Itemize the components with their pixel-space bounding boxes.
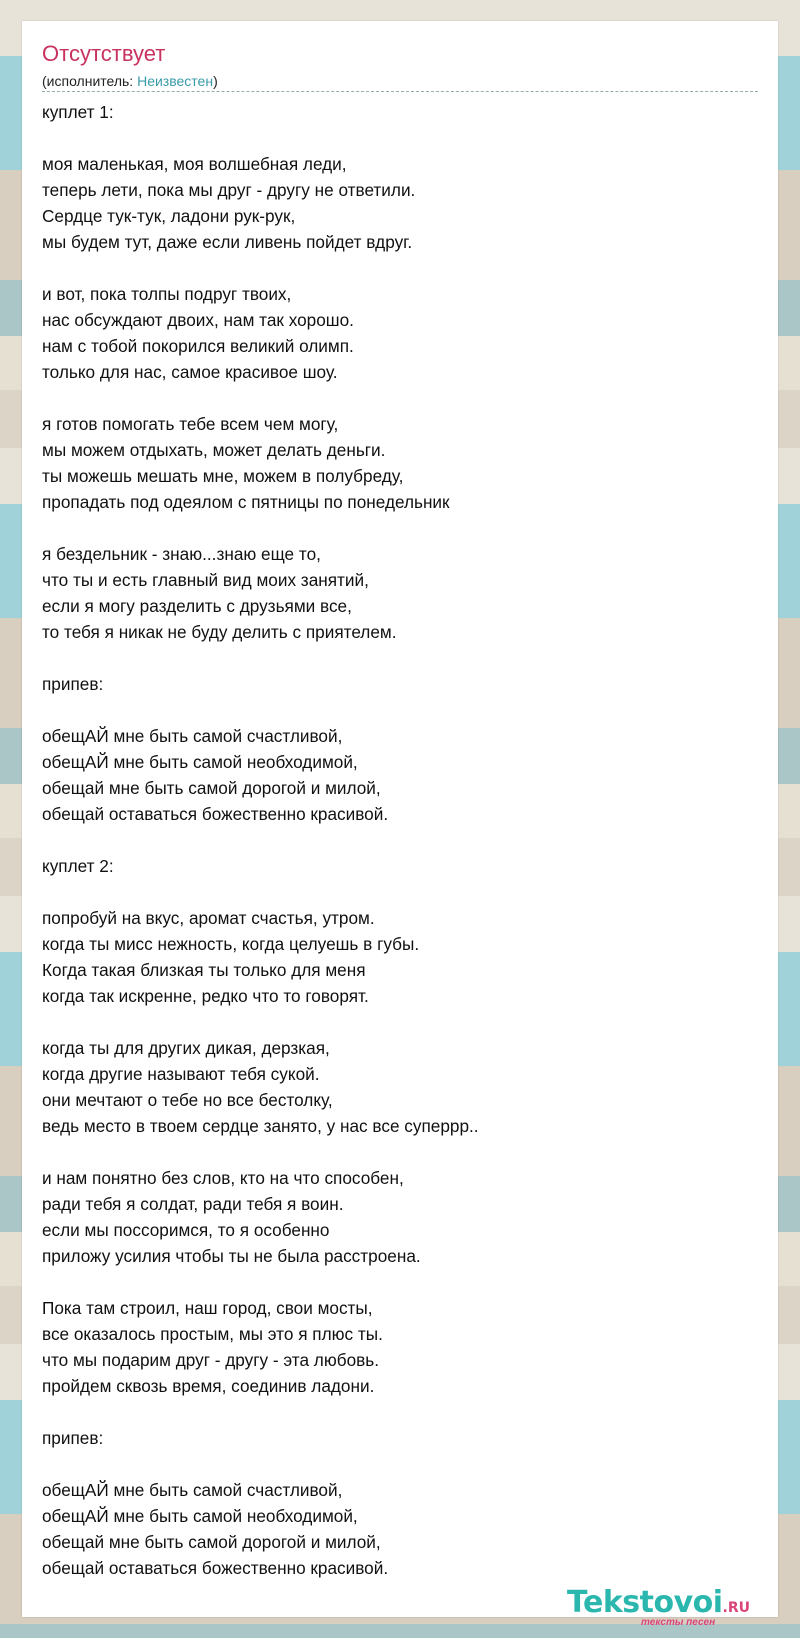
lyric-line — [42, 1451, 758, 1477]
dashed-divider — [42, 91, 758, 92]
lyric-line: и вот, пока толпы подруг твоих, — [42, 284, 292, 304]
lyric-line: когда другие называют тебя сукой. — [42, 1064, 320, 1084]
lyric-line: что мы подарим друг - другу - эта любовь. — [42, 1350, 379, 1370]
lyric-line: куплет 2: — [42, 856, 114, 876]
lyric-line — [42, 1009, 758, 1035]
lyric-line: припев: — [42, 674, 104, 694]
lyric-line — [42, 125, 758, 151]
lyric-line: Когда такая близкая ты только для меня — [42, 960, 366, 980]
lyric-line: пропадать под одеялом с пятницы по понедельник — [42, 492, 450, 512]
lyric-line: обещай мне быть самой дорогой и милой, — [42, 1532, 381, 1552]
lyric-line: только для нас, самое красивое шоу. — [42, 362, 338, 382]
lyric-line: когда так искренне, редко что то говорят. — [42, 986, 369, 1006]
lyrics-card — [22, 21, 778, 1628]
logo-tagline: тексты песен — [641, 1617, 716, 1628]
artist-prefix: (исполнитель: — [42, 73, 138, 89]
lyric-line: Пока там строил, наш город, свои мосты, — [42, 1298, 373, 1318]
lyric-line: и нам понятно без слов, кто на что способен, — [42, 1168, 404, 1188]
lyric-line: ты можешь мешать мне, можем в полубреду, — [42, 466, 404, 486]
lyric-line: моя маленькая, моя волшебная леди, — [42, 154, 347, 174]
lyric-line: обещай оставаться божественно красивой. — [42, 1558, 389, 1578]
lyric-line: мы будем тут, даже если ливень пойдет вдруг. — [42, 232, 413, 252]
song-title: Отсутствует — [42, 41, 166, 66]
lyric-line: я готов помогать тебе всем чем могу, — [42, 414, 339, 434]
lyric-line — [42, 385, 758, 411]
lyric-line — [42, 1399, 758, 1425]
lyric-line — [42, 879, 758, 905]
lyric-line: обещАЙ мне быть самой необходимой, — [42, 752, 358, 772]
lyric-line: все оказалось простым, мы это я плюс ты. — [42, 1324, 383, 1344]
lyric-line — [42, 827, 758, 853]
lyric-line: попробуй на вкус, аромат счастья, утром. — [42, 908, 375, 928]
lyric-line: обещай оставаться божественно красивой. — [42, 804, 389, 824]
lyrics-text — [42, 99, 758, 1581]
lyric-line — [42, 1269, 758, 1295]
lyric-line: то тебя я никак не буду делить с приятелем. — [42, 622, 397, 642]
lyric-line: ради тебя я солдат, ради тебя я воин. — [42, 1194, 344, 1214]
lyric-line — [42, 697, 758, 723]
site-logo[interactable] — [567, 1585, 767, 1636]
lyric-line: я бездельник - знаю...знаю еще то, — [42, 544, 321, 564]
lyric-line: если мы поссоримся, то я особенно — [42, 1220, 330, 1240]
lyric-line — [42, 515, 758, 541]
lyric-line: когда ты мисс нежность, когда целуешь в губы. — [42, 934, 420, 954]
lyric-line: они мечтают о тебе но все бестолку, — [42, 1090, 333, 1110]
lyric-line: приложу усилия чтобы ты не была расстроена. — [42, 1246, 421, 1266]
lyric-line: ведь место в твоем сердце занято, у нас все суперрр.. — [42, 1116, 479, 1136]
lyric-line: припев: — [42, 1428, 104, 1448]
lyric-line: обещай мне быть самой дорогой и милой, — [42, 778, 381, 798]
logo-name: Tekstovoi — [567, 1585, 723, 1620]
lyric-line: обещАЙ мне быть самой счастливой, — [42, 726, 343, 746]
logo-wordmark — [567, 1585, 751, 1620]
lyric-line: если я могу разделить с друзьями все, — [42, 596, 352, 616]
logo-tld: .RU — [722, 1600, 751, 1616]
artist-line — [42, 73, 218, 90]
lyric-line: Сердце тук-тук, ладони рук-рук, — [42, 206, 296, 226]
lyric-line: обещАЙ мне быть самой необходимой, — [42, 1506, 358, 1526]
lyric-line: нас обсуждают двоих, нам так хорошо. — [42, 310, 354, 330]
lyric-line: куплет 1: — [42, 102, 114, 122]
lyric-line: нам с тобой покорился великий олимп. — [42, 336, 354, 356]
lyric-line: когда ты для других дикая, дерзкая, — [42, 1038, 330, 1058]
artist-suffix: ) — [213, 73, 218, 89]
lyric-line: обещАЙ мне быть самой счастливой, — [42, 1480, 343, 1500]
lyric-line: что ты и есть главный вид моих занятий, — [42, 570, 369, 590]
artist-link[interactable]: Неизвестен — [137, 73, 214, 89]
lyric-line — [42, 1139, 758, 1165]
lyric-line: пройдем сквозь время, соединив ладони. — [42, 1376, 375, 1396]
lyric-line: мы можем отдыхать, может делать деньги. — [42, 440, 386, 460]
lyric-line — [42, 645, 758, 671]
lyric-line — [42, 255, 758, 281]
lyric-line: теперь лети, пока мы друг - другу не ответили. — [42, 180, 416, 200]
